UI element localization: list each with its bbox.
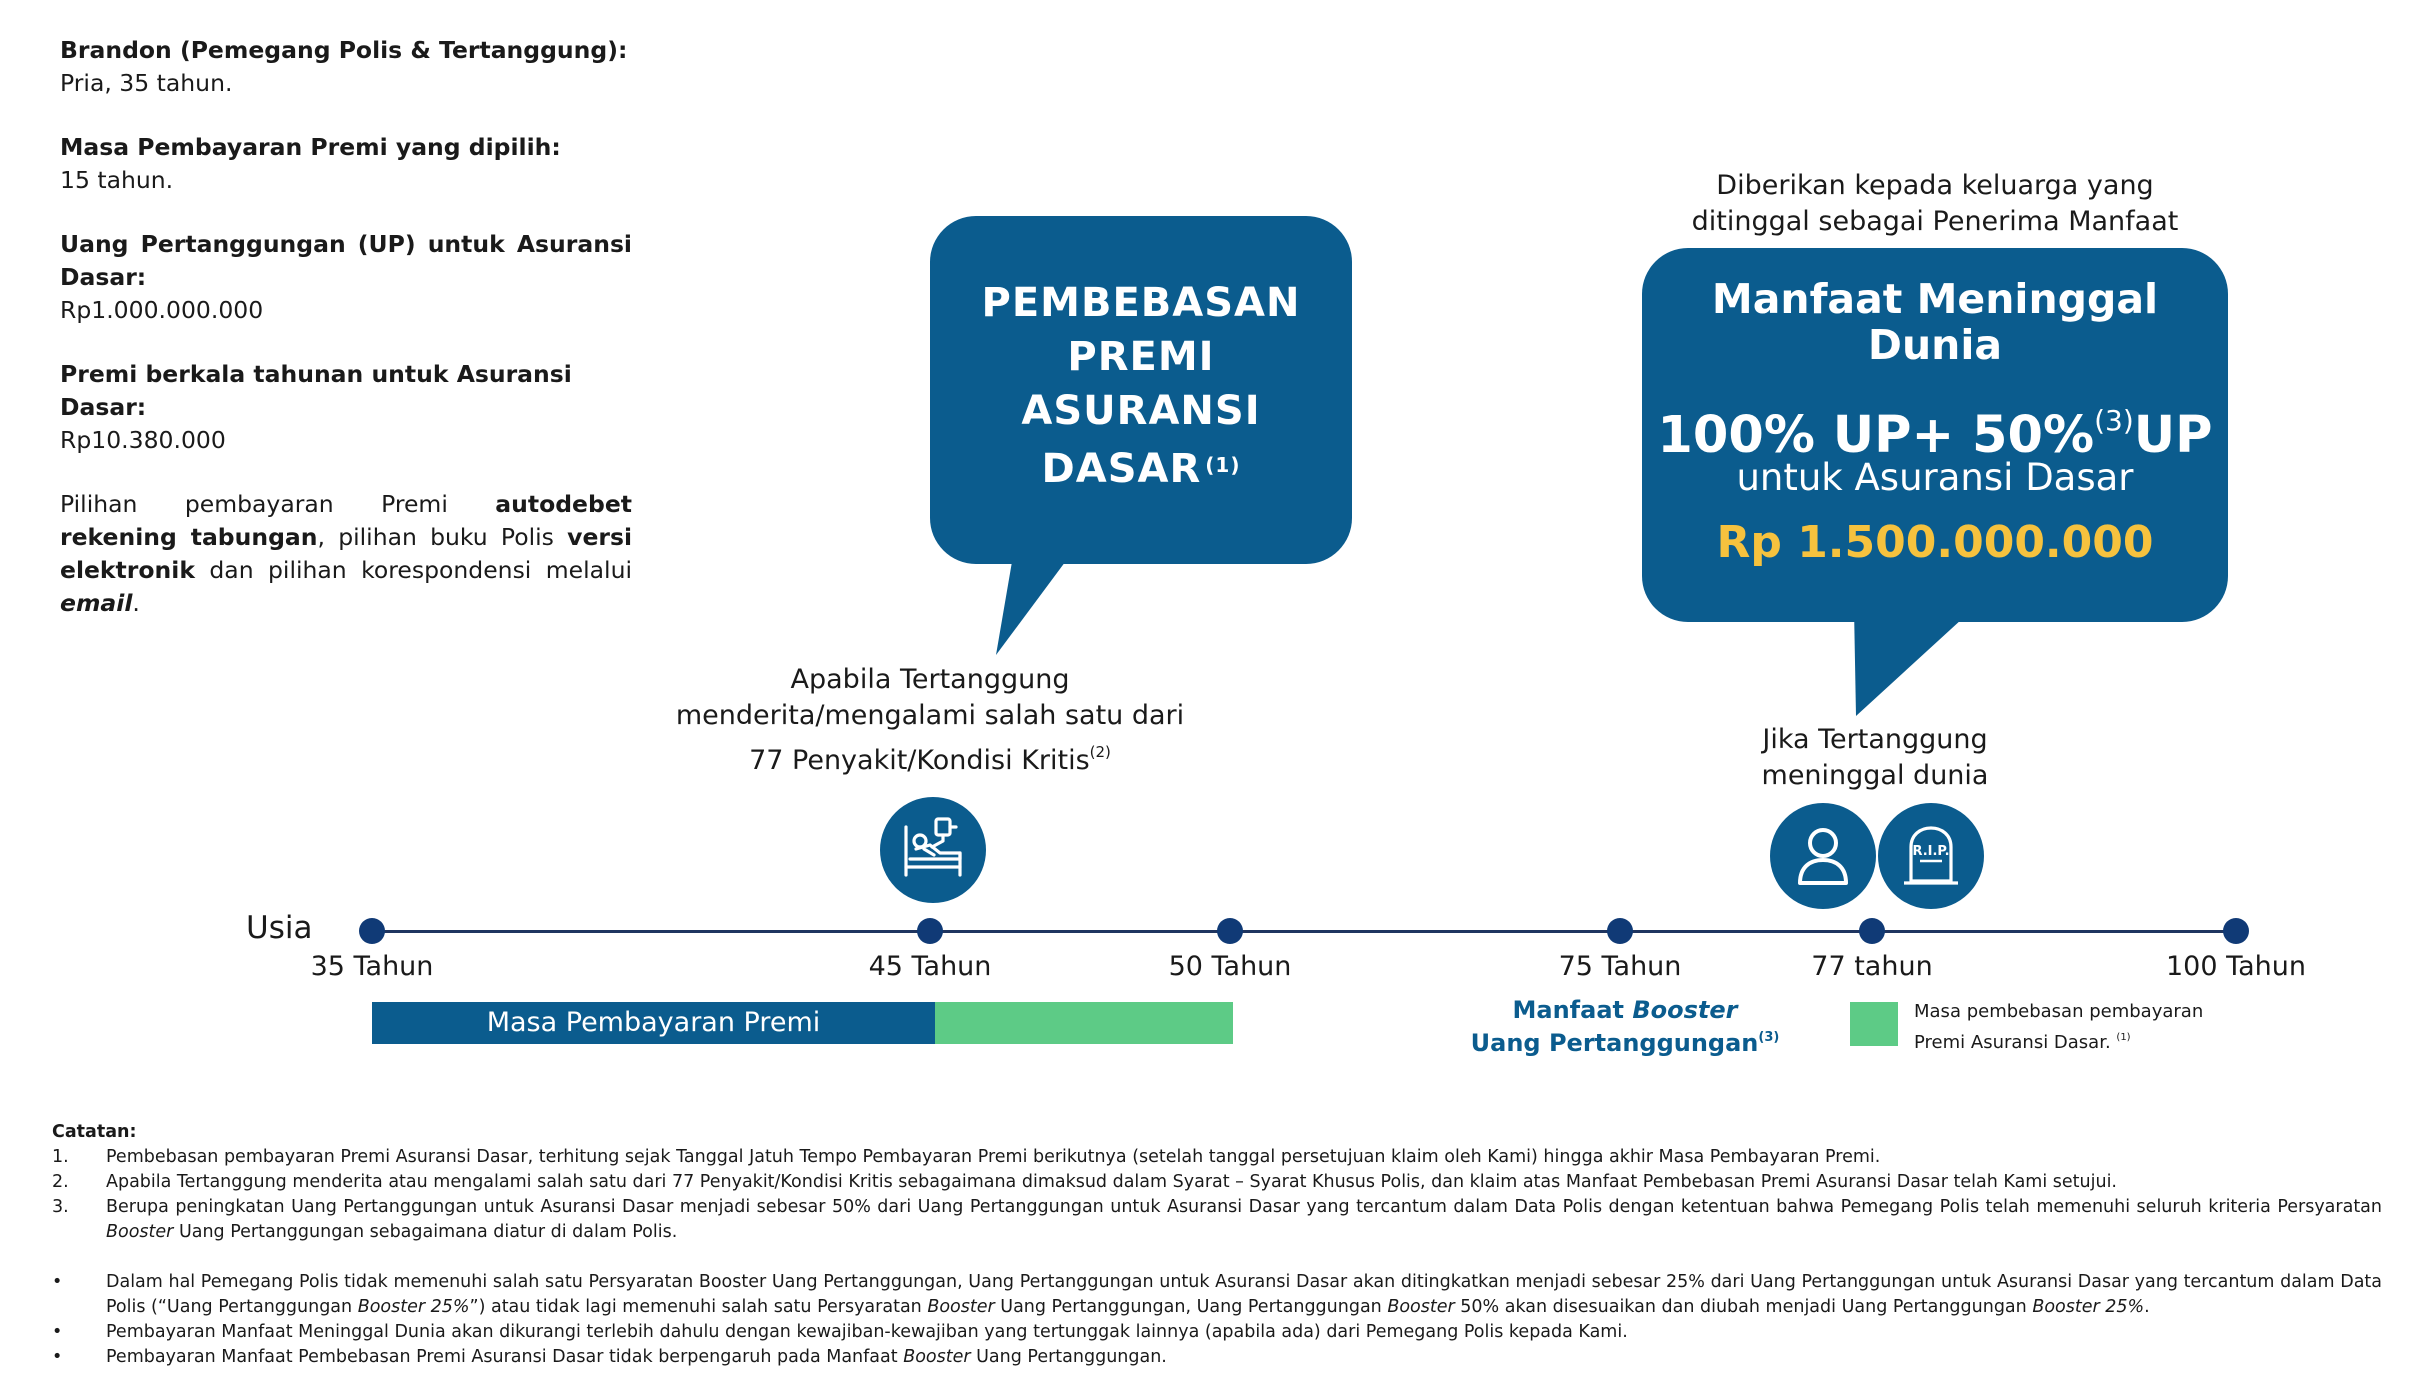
beneficiary-line2: ditinggal sebagai Penerima Manfaat <box>1691 206 2179 237</box>
payment-option-email: email <box>60 589 133 617</box>
death-title-line2: Dunia <box>1867 321 2003 369</box>
note-text-part: Dalam hal Pemegang Polis tidak memenuhi salah satu Persyaratan Booster Uang Pertanggungan, Uang Pertanggungan untuk Asuransi Dasar akan ditingkatkan menjadi sebesar 25% dari Uang Pertanggungan untuk Asuransi Dasar yang tercantum dalam Data Polis (“Uang Pertanggungan <box>106 1272 2382 1317</box>
illness-line2: menderita/mengalami salah satu dari <box>675 700 1185 731</box>
note-text-italic: Booster 25% <box>357 1297 470 1317</box>
waiver-note: (1) <box>1205 453 1241 477</box>
legend-swatch <box>1850 1002 1898 1046</box>
rip-text: R.I.P. <box>1912 844 1950 859</box>
age-label: 50 Tahun <box>1168 951 1292 982</box>
booster-label <box>1430 996 1820 1057</box>
policy-info <box>60 34 632 651</box>
illness-condition <box>640 662 1220 779</box>
note-text-part: Uang Pertanggungan. <box>970 1347 1167 1367</box>
booster-line1a: Manfaat <box>1512 996 1633 1024</box>
payment-options <box>60 488 632 620</box>
legend-line1: Masa pembebasan pembayaran <box>1914 1001 2204 1022</box>
note-text-italic: Booster <box>106 1222 174 1242</box>
sum-assured-label-line1: Uang Pertanggungan (UP) untuk Asuransi <box>60 230 632 258</box>
legend-line2: Premi Asuransi Dasar. <box>1914 1032 2111 1053</box>
note-text-part: ”) atau tidak lagi memenuhi salah satu Persyaratan <box>469 1297 928 1317</box>
bullet-2 <box>52 1320 2382 1345</box>
payment-option-text: , pilihan buku Polis <box>317 523 568 551</box>
note-text-part: 50% akan disesuaikan dan diubah menjadi Uang Pertanggungan <box>1454 1297 2033 1317</box>
footnotes <box>52 1120 2382 1370</box>
illness-note: (2) <box>1089 743 1111 761</box>
legend-note: (1) <box>2116 1032 2131 1043</box>
bullet-text <box>106 1270 2382 1320</box>
death-pct-a: 100% UP+ 50% <box>1657 406 2095 465</box>
note-text: Apabila Tertanggung menderita atau mengalami salah satu dari 77 Penyakit/Kondisi Kritis sebagaimana dimaksud dalam Syarat – Syarat Khusus Polis, dan klaim atas Manfaat Pembebasan Premi Asuransi Dasar telah Kami setujui. <box>106 1172 2117 1192</box>
timeline-dot <box>1607 918 1633 944</box>
bullet-marker: • <box>52 1347 63 1367</box>
booster-line1b: Booster <box>1632 996 1738 1024</box>
bullet-marker: • <box>52 1322 63 1342</box>
sum-assured-value: Rp1.000.000.000 <box>60 296 264 324</box>
timeline-dot <box>359 918 385 944</box>
bullet-marker: • <box>52 1272 63 1292</box>
bubble-death-tail <box>1850 608 1980 720</box>
age-label: 77 tahun <box>1811 951 1933 982</box>
illness-line3: 77 Penyakit/Kondisi Kritis <box>749 745 1090 776</box>
note-text-italic: Booster <box>927 1297 995 1317</box>
death-title-line1: Manfaat Meninggal <box>1711 275 2159 323</box>
payment-term-value: 15 tahun. <box>60 166 174 194</box>
death-benefit-bubble <box>1642 248 2228 622</box>
timeline-dot <box>2223 918 2249 944</box>
payment-option-text: . <box>132 589 140 617</box>
note-marker: 1. <box>52 1147 69 1167</box>
note-text-italic: Booster <box>1387 1297 1455 1317</box>
age-label: 75 Tahun <box>1558 951 1682 982</box>
legend-text <box>1914 999 2244 1056</box>
death-cond-line1: Jika Tertanggung <box>1762 724 1988 755</box>
payment-option-autodebit: autodebet rekening tabungan <box>60 490 632 551</box>
timeline-dot <box>1859 918 1885 944</box>
death-condition <box>1700 722 2050 794</box>
note-text-part: Pembayaran Manfaat Pembebasan Premi Asuransi Dasar tidak berpengaruh pada Manfaat <box>106 1347 904 1367</box>
note-3 <box>52 1195 2382 1245</box>
person-icon <box>1770 803 1876 909</box>
note-text-part: Berupa peningkatan Uang Pertanggungan untuk Asuransi Dasar menjadi sebesar 50% dari Uang Pertanggungan untuk Asuransi Dasar yang tercantum dalam Data Polis dengan ketentuan bahwa Pemegang Polis telah memenuhi seluruh kriteria Persyaratan <box>106 1197 2382 1217</box>
death-amount: Rp 1.500.000.000 <box>1716 517 2154 568</box>
note-text: Pembebasan pembayaran Premi Asuransi Dasar, terhitung sejak Tanggal Jatuh Tempo Pembayaran Premi berikutnya (setelah tanggal persetujuan klaim oleh Kami) hingga akhir Masa Pembayaran Premi. <box>106 1147 1881 1167</box>
premium-payment-bar: Masa Pembayaran Premi <box>372 1002 935 1044</box>
waiver-line3: ASURANSI <box>1021 388 1261 434</box>
insured-value: Pria, 35 tahun. <box>60 69 233 97</box>
age-label: 45 Tahun <box>868 951 992 982</box>
axis-label: Usia <box>246 910 313 946</box>
waiver-line4: DASAR <box>1041 446 1202 492</box>
note-2 <box>52 1170 2382 1195</box>
age-label: 100 Tahun <box>2165 951 2307 982</box>
booster-note: (3) <box>1758 1030 1780 1045</box>
beneficiary-line1: Diberikan kepada keluarga yang <box>1716 170 2154 201</box>
note-text-part: . <box>2144 1297 2150 1317</box>
waiver-bubble <box>930 216 1352 564</box>
bullet-text <box>106 1345 2382 1370</box>
note-1 <box>52 1145 2382 1170</box>
death-pct-note: (3) <box>2094 404 2134 437</box>
payment-term-label: Masa Pembayaran Premi yang dipilih: <box>60 133 561 161</box>
insured-label: Brandon (Pemegang Polis & Tertanggung): <box>60 36 628 64</box>
booster-line2: Uang Pertanggungan <box>1470 1029 1759 1057</box>
timeline-line <box>372 930 2236 933</box>
bullet-3 <box>52 1345 2382 1370</box>
waiver-line1: PEMBEBASAN <box>981 280 1301 326</box>
death-subtitle: untuk Asuransi Dasar <box>1736 456 2134 499</box>
timeline-dot <box>1217 918 1243 944</box>
note-text-italic: Booster 25% <box>2032 1297 2145 1317</box>
death-pct-b: UP <box>2133 406 2213 465</box>
illness-line1: Apabila Tertanggung <box>790 664 1070 695</box>
bubble-waiver-tail <box>990 550 1090 660</box>
tombstone-icon <box>1878 803 1984 909</box>
payment-option-electronic: versi elektronik <box>60 523 633 584</box>
sum-assured-label-line2: Dasar: <box>60 263 147 291</box>
note-marker: 2. <box>52 1172 69 1192</box>
death-cond-line2: meninggal dunia <box>1761 760 1989 791</box>
timeline-dot <box>917 918 943 944</box>
age-label: 35 Tahun <box>310 951 434 982</box>
waiver-line2: PREMI <box>1067 334 1215 380</box>
note-text-part: Uang Pertanggungan, Uang Pertanggungan <box>994 1297 1388 1317</box>
beneficiary-caption <box>1640 168 2230 240</box>
premium-waiver-bar <box>935 1002 1233 1044</box>
notes-heading: Catatan: <box>52 1122 137 1142</box>
note-marker: 3. <box>52 1197 69 1217</box>
payment-option-text: Pilihan pembayaran Premi <box>60 490 496 518</box>
hospital-bed-icon <box>880 797 986 903</box>
premium-label: Premi berkala tahunan untuk Asuransi Dasar: <box>60 360 572 421</box>
note-text-italic: Booster <box>903 1347 971 1367</box>
bullet-1 <box>52 1270 2382 1320</box>
premium-value: Rp10.380.000 <box>60 426 226 454</box>
note-text <box>106 1195 2382 1245</box>
bullet-text: Pembayaran Manfaat Meninggal Dunia akan dikurangi terlebih dahulu dengan kewajiban-kewajiban yang tertunggak lainnya (apabila ada) dari Pemegang Polis kepada Kami. <box>106 1322 1628 1342</box>
note-text-part: Uang Pertanggungan sebagaimana diatur di dalam Polis. <box>173 1222 678 1242</box>
payment-option-text: dan pilihan korespondensi melalui <box>194 556 632 584</box>
